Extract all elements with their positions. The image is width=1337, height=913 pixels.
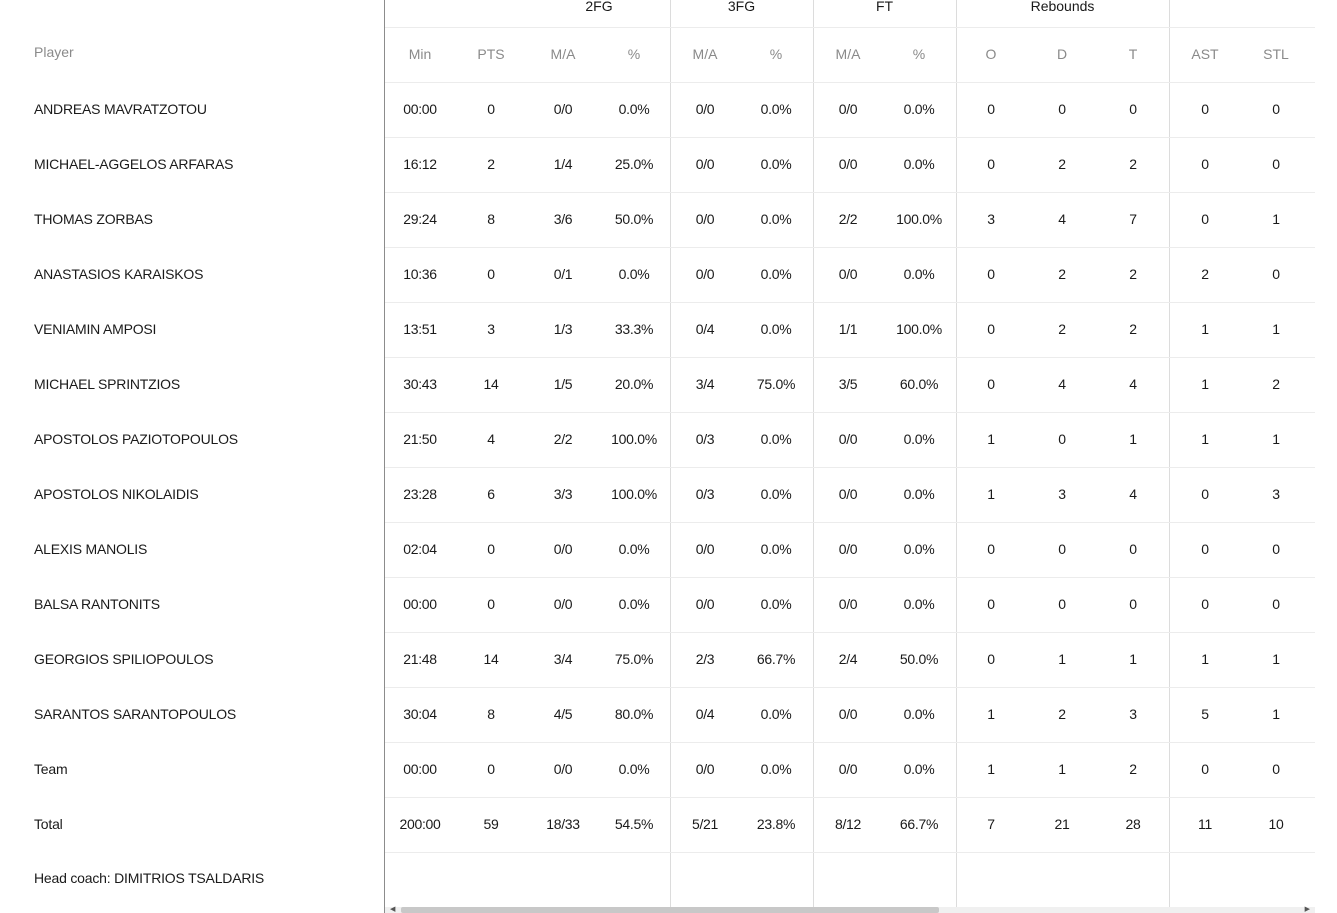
stat-cell: 2: [1058, 266, 1066, 282]
stat-cell: 0: [1058, 541, 1066, 557]
stat-cell: 0: [987, 321, 995, 337]
stat-cell: 0: [1201, 541, 1209, 557]
stat-cell: 0/0: [838, 706, 858, 722]
stat-cell: 1: [1272, 431, 1280, 447]
stat-cell: 00:00: [403, 101, 437, 117]
stat-cell: 0.0%: [903, 431, 935, 447]
stat-cell: 1: [1201, 321, 1209, 337]
stat-cell: 0: [1129, 541, 1137, 557]
stat-cell: 0.0%: [760, 431, 792, 447]
player-name: VENIAMIN AMPOSI: [34, 321, 157, 337]
stat-cell: 0.0%: [903, 486, 935, 502]
player-header: Player: [34, 44, 74, 60]
stat-cell: 1/5: [553, 376, 573, 392]
column-header[interactable]: D: [1056, 46, 1068, 62]
stat-cell: 0: [1201, 761, 1209, 777]
stat-cell: 0: [1272, 156, 1280, 172]
stat-cell: 1: [1201, 376, 1209, 392]
stat-cell: 0.0%: [760, 541, 792, 557]
stat-cell: 0.0%: [760, 761, 792, 777]
stat-cell: 0: [1201, 156, 1209, 172]
stat-cell: 23:28: [403, 486, 437, 502]
stat-cell: 0/0: [553, 596, 573, 612]
stat-cell: 0: [1201, 486, 1209, 502]
column-header[interactable]: M/A: [550, 46, 576, 62]
stat-cell: 1: [1129, 431, 1137, 447]
stat-cell: 0/0: [838, 101, 858, 117]
stat-cell: 0.0%: [760, 486, 792, 502]
stat-cell: 0.0%: [618, 101, 650, 117]
stat-cell: 0.0%: [760, 321, 792, 337]
player-name: ANDREAS MAVRATZOTOU: [34, 101, 207, 117]
stat-cell: 3/3: [553, 486, 573, 502]
stat-cell: 5/21: [691, 816, 719, 832]
stat-cell: 0.0%: [903, 156, 935, 172]
stat-cell: 8/12: [834, 816, 862, 832]
stat-cell: 0/0: [553, 761, 573, 777]
stat-cell: 28: [1125, 816, 1141, 832]
stat-cell: 0.0%: [760, 596, 792, 612]
stat-cell: 0.0%: [760, 156, 792, 172]
stat-cell: 00:00: [403, 761, 437, 777]
stat-cell: 0/0: [695, 541, 715, 557]
row-separator: [385, 852, 1315, 853]
player-name: BALSA RANTONITS: [34, 596, 160, 612]
column-header[interactable]: %: [912, 46, 926, 62]
stat-cell: 0.0%: [903, 101, 935, 117]
stat-cell: 0: [1129, 101, 1137, 117]
stat-cell: 7: [987, 816, 995, 832]
column-header[interactable]: M/A: [692, 46, 718, 62]
stat-cell: 0.0%: [618, 266, 650, 282]
stat-cell: 0: [1201, 596, 1209, 612]
stat-cell: 2: [1129, 761, 1137, 777]
stat-cell: 14: [483, 376, 499, 392]
stat-cell: 0: [487, 761, 495, 777]
stat-cell: 21:48: [403, 651, 437, 667]
stat-cell: 0: [1272, 541, 1280, 557]
stat-cell: 50.0%: [899, 651, 939, 667]
stat-cell: 1/4: [553, 156, 573, 172]
stat-cell: 21: [1054, 816, 1070, 832]
stat-cell: 10:36: [403, 266, 437, 282]
player-name: ALEXIS MANOLIS: [34, 541, 148, 557]
chevron-left-icon[interactable]: ◀: [390, 906, 396, 913]
stat-cell: 80.0%: [614, 706, 654, 722]
stat-cell: 2: [1058, 321, 1066, 337]
stat-cell: 0/0: [838, 156, 858, 172]
stat-cell: 100.0%: [896, 321, 942, 337]
stat-cell: 3: [487, 321, 495, 337]
player-name: SARANTOS SARANTOPOULOS: [34, 706, 237, 722]
stat-cell: 2/3: [695, 651, 715, 667]
stat-cell: 0/0: [695, 266, 715, 282]
stat-cell: 0: [987, 156, 995, 172]
stat-cell: 0.0%: [903, 706, 935, 722]
chevron-right-icon[interactable]: ▶: [1304, 906, 1310, 913]
stat-cell: 0/0: [695, 156, 715, 172]
row-separator: [385, 27, 1315, 28]
stat-cell: 66.7%: [756, 651, 796, 667]
stat-cell: 21:50: [403, 431, 437, 447]
stat-cell: 3/4: [553, 651, 573, 667]
stat-cell: 0/0: [838, 541, 858, 557]
horizontal-scrollbar[interactable]: [385, 907, 1315, 913]
stat-cell: 0/0: [838, 596, 858, 612]
stat-cell: 0.0%: [903, 541, 935, 557]
stat-cell: 0: [1058, 101, 1066, 117]
player-name: Team: [34, 761, 68, 777]
stat-cell: 0: [487, 266, 495, 282]
stat-cell: 0.0%: [760, 266, 792, 282]
stat-cell: 1: [1272, 706, 1280, 722]
stat-cell: 1: [1272, 321, 1280, 337]
stat-cell: 0/3: [695, 486, 715, 502]
stat-cell: 2: [1201, 266, 1209, 282]
stat-cell: 23.8%: [756, 816, 796, 832]
stats-table[interactable]: [385, 0, 1315, 907]
stat-cell: 0/0: [695, 211, 715, 227]
stat-cell: 0/0: [695, 761, 715, 777]
player-name: Total: [34, 816, 63, 832]
stat-cell: 25.0%: [614, 156, 654, 172]
stat-cell: 0.0%: [903, 596, 935, 612]
group-header-rebounds: Rebounds: [1030, 0, 1095, 14]
stat-cell: 0.0%: [618, 541, 650, 557]
stat-cell: 0: [1272, 761, 1280, 777]
stat-cell: 10: [1268, 816, 1284, 832]
stat-cell: 0/0: [553, 541, 573, 557]
stat-cell: 3: [1272, 486, 1280, 502]
stat-cell: 0: [987, 596, 995, 612]
stat-cell: 02:04: [403, 541, 437, 557]
stat-cell: 0.0%: [903, 266, 935, 282]
stat-cell: 11: [1198, 816, 1212, 832]
stat-cell: 4: [1129, 486, 1137, 502]
column-header[interactable]: T: [1128, 46, 1138, 62]
stat-cell: 1: [987, 431, 995, 447]
column-header[interactable]: Min: [408, 46, 432, 62]
stat-cell: 2: [1129, 266, 1137, 282]
stat-cell: 0: [1129, 596, 1137, 612]
stat-cell: 1: [1272, 651, 1280, 667]
stat-cell: 0: [987, 376, 995, 392]
stat-cell: 4: [1058, 211, 1066, 227]
stat-cell: 0.0%: [760, 211, 792, 227]
stat-cell: 2/2: [553, 431, 573, 447]
stat-cell: 00:00: [403, 596, 437, 612]
stat-cell: 1: [987, 761, 995, 777]
stat-cell: 0: [487, 101, 495, 117]
head-coach: Head coach: DIMITRIOS TSALDARIS: [34, 870, 265, 886]
stat-cell: 1: [1129, 651, 1137, 667]
stat-cell: 0/0: [838, 486, 858, 502]
stat-cell: 4: [1058, 376, 1066, 392]
player-column: [34, 0, 384, 913]
stat-cell: 0.0%: [618, 761, 650, 777]
stat-cell: 2: [1272, 376, 1280, 392]
stat-cell: 50.0%: [614, 211, 654, 227]
scrollbar-thumb[interactable]: [401, 907, 939, 913]
stat-cell: 0: [1201, 101, 1209, 117]
stat-cell: 100.0%: [611, 486, 657, 502]
stat-cell: 0: [987, 266, 995, 282]
stat-cell: 8: [487, 706, 495, 722]
stat-cell: 1: [1201, 431, 1209, 447]
stat-cell: 1: [1201, 651, 1209, 667]
player-name: GEORGIOS SPILIOPOULOS: [34, 651, 214, 667]
stat-cell: 75.0%: [756, 376, 796, 392]
stat-cell: 2: [1058, 706, 1066, 722]
stat-cell: 3: [1058, 486, 1066, 502]
stat-cell: 0: [1058, 431, 1066, 447]
stat-cell: 0: [1272, 266, 1280, 282]
stat-cell: 30:43: [403, 376, 437, 392]
stat-cell: 0.0%: [760, 706, 792, 722]
stat-cell: 0/0: [838, 266, 858, 282]
stat-cell: 0/0: [695, 596, 715, 612]
stat-cell: 59: [483, 816, 499, 832]
column-header[interactable]: %: [769, 46, 783, 62]
stat-cell: 0: [987, 541, 995, 557]
stat-cell: 0: [987, 101, 995, 117]
stat-cell: 1: [1058, 761, 1066, 777]
group-header-2fg: 2FG: [585, 0, 613, 14]
stat-cell: 1: [1058, 651, 1066, 667]
stat-cell: 0: [487, 596, 495, 612]
stat-cell: 3: [987, 211, 995, 227]
column-header[interactable]: %: [627, 46, 641, 62]
column-header[interactable]: STL: [1263, 46, 1289, 62]
stat-cell: 0.0%: [760, 101, 792, 117]
stat-cell: 8: [487, 211, 495, 227]
stat-cell: 0/4: [695, 321, 715, 337]
stat-cell: 1: [987, 706, 995, 722]
stat-cell: 2: [1058, 156, 1066, 172]
stat-cell: 3/4: [695, 376, 715, 392]
stat-cell: 0: [487, 541, 495, 557]
stat-cell: 2: [487, 156, 495, 172]
stat-cell: 0.0%: [618, 596, 650, 612]
player-name: MICHAEL SPRINTZIOS: [34, 376, 181, 392]
stat-cell: 18/33: [546, 816, 580, 832]
stat-cell: 200:00: [399, 816, 441, 832]
group-header-ft: FT: [875, 0, 894, 14]
stat-cell: 0: [987, 651, 995, 667]
stat-cell: 7: [1129, 211, 1137, 227]
stat-cell: 0.0%: [903, 761, 935, 777]
stat-cell: 33.3%: [614, 321, 654, 337]
stat-cell: 13:51: [403, 321, 437, 337]
stat-cell: 0: [1272, 101, 1280, 117]
stat-cell: 0/0: [838, 761, 858, 777]
player-name: ANASTASIOS KARAISKOS: [34, 266, 204, 282]
stat-cell: 3: [1129, 706, 1137, 722]
player-name: APOSTOLOS NIKOLAIDIS: [34, 486, 199, 502]
stat-cell: 0: [1201, 211, 1209, 227]
column-header[interactable]: AST: [1191, 46, 1219, 62]
stat-cell: 4: [487, 431, 495, 447]
stat-cell: 54.5%: [614, 816, 654, 832]
column-header[interactable]: O: [985, 46, 997, 62]
column-header[interactable]: PTS: [477, 46, 505, 62]
group-header-3fg: 3FG: [727, 0, 756, 14]
stat-cell: 1: [1272, 211, 1280, 227]
stat-cell: 20.0%: [614, 376, 654, 392]
stat-cell: 29:24: [403, 211, 437, 227]
stat-cell: 0: [1058, 596, 1066, 612]
stat-cell: 100.0%: [896, 211, 942, 227]
stat-cell: 2: [1129, 156, 1137, 172]
stat-cell: 1: [987, 486, 995, 502]
stat-cell: 1/3: [553, 321, 573, 337]
stat-cell: 0: [1272, 596, 1280, 612]
stat-cell: 60.0%: [899, 376, 939, 392]
stat-cell: 2/2: [838, 211, 858, 227]
stat-cell: 0/1: [553, 266, 573, 282]
column-header[interactable]: M/A: [835, 46, 861, 62]
stat-cell: 2: [1129, 321, 1137, 337]
player-name: MICHAEL-AGGELOS ARFARAS: [34, 156, 234, 172]
stat-cell: 3/6: [553, 211, 573, 227]
player-name: APOSTOLOS PAZIOTOPOULOS: [34, 431, 238, 447]
stat-cell: 4: [1129, 376, 1137, 392]
stat-cell: 2/4: [838, 651, 858, 667]
stat-cell: 14: [483, 651, 499, 667]
stat-cell: 0/0: [553, 101, 573, 117]
stat-cell: 0/0: [695, 101, 715, 117]
stat-cell: 6: [487, 486, 495, 502]
stat-cell: 75.0%: [614, 651, 654, 667]
stat-cell: 5: [1201, 706, 1209, 722]
stat-cell: 4/5: [553, 706, 573, 722]
stat-cell: 0/4: [695, 706, 715, 722]
player-name: THOMAS ZORBAS: [34, 211, 153, 227]
stat-cell: 0/3: [695, 431, 715, 447]
stat-cell: 100.0%: [611, 431, 657, 447]
stat-cell: 30:04: [403, 706, 437, 722]
stat-cell: 1/1: [838, 321, 858, 337]
stat-cell: 66.7%: [899, 816, 939, 832]
stat-cell: 3/5: [838, 376, 858, 392]
stat-cell: 0/0: [838, 431, 858, 447]
stat-cell: 16:12: [403, 156, 437, 172]
